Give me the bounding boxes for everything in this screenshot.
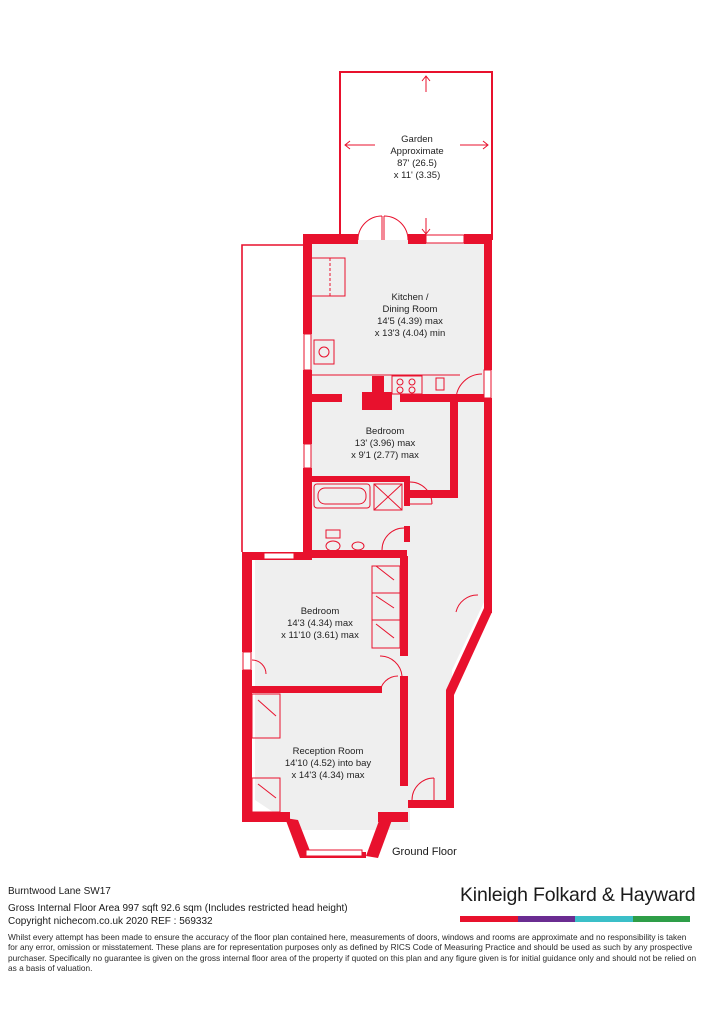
copyright-text: Copyright nichecom.co.uk 2020 REF : 569332 [8,916,213,927]
brand-logo-text: Kinleigh Folkard & Hayward [460,884,696,906]
room-label-reception: Reception Room 14'10 (4.52) into bay x 14'3 (4.34) max [284,746,372,781]
brand-bar-segment [518,916,576,922]
brand-bar-segment [575,916,633,922]
brand-bar-segment [633,916,691,922]
floor-area-text: Gross Internal Floor Area 997 sqft 92.6 sqm (Includes restricted head height) [8,903,348,914]
room-label-garden: Garden Approximate 87' (26.5) x 11' (3.35) [390,134,444,181]
room-label-kitchen: Kitchen / Dining Room 14'5 (4.39) max x 13'3 (4.04) min [374,292,446,339]
room-label-bedroom-rear: Bedroom 13' (3.96) max x 9'1 (2.77) max [351,426,419,461]
side-return-outline [242,245,303,552]
room-label-bedroom-front: Bedroom 14'3 (4.34) max x 11'10 (3.61) max [281,606,359,641]
property-address: Burntwood Lane SW17 [8,886,111,897]
disclaimer-text: Whilst every attempt has been made to ensure the accuracy of the floor plan contained here, measurements of doors, windows and rooms are approximate and no responsibility is taken for any error, omission or misstatement. These plans are for representation purposes only as defined by RICS Code of Measuring Practice and should be used as such by any prospective purchaser. Specifically no guarantee is given on the gross internal floor area of the property if quoted on this plan and any figure given is for initial guidance only and should not be relied on as a basis of valuation. [8,932,697,974]
brand-color-bar [460,916,690,922]
brand-bar-segment [460,916,518,922]
floor-label: Ground Floor [392,846,457,858]
